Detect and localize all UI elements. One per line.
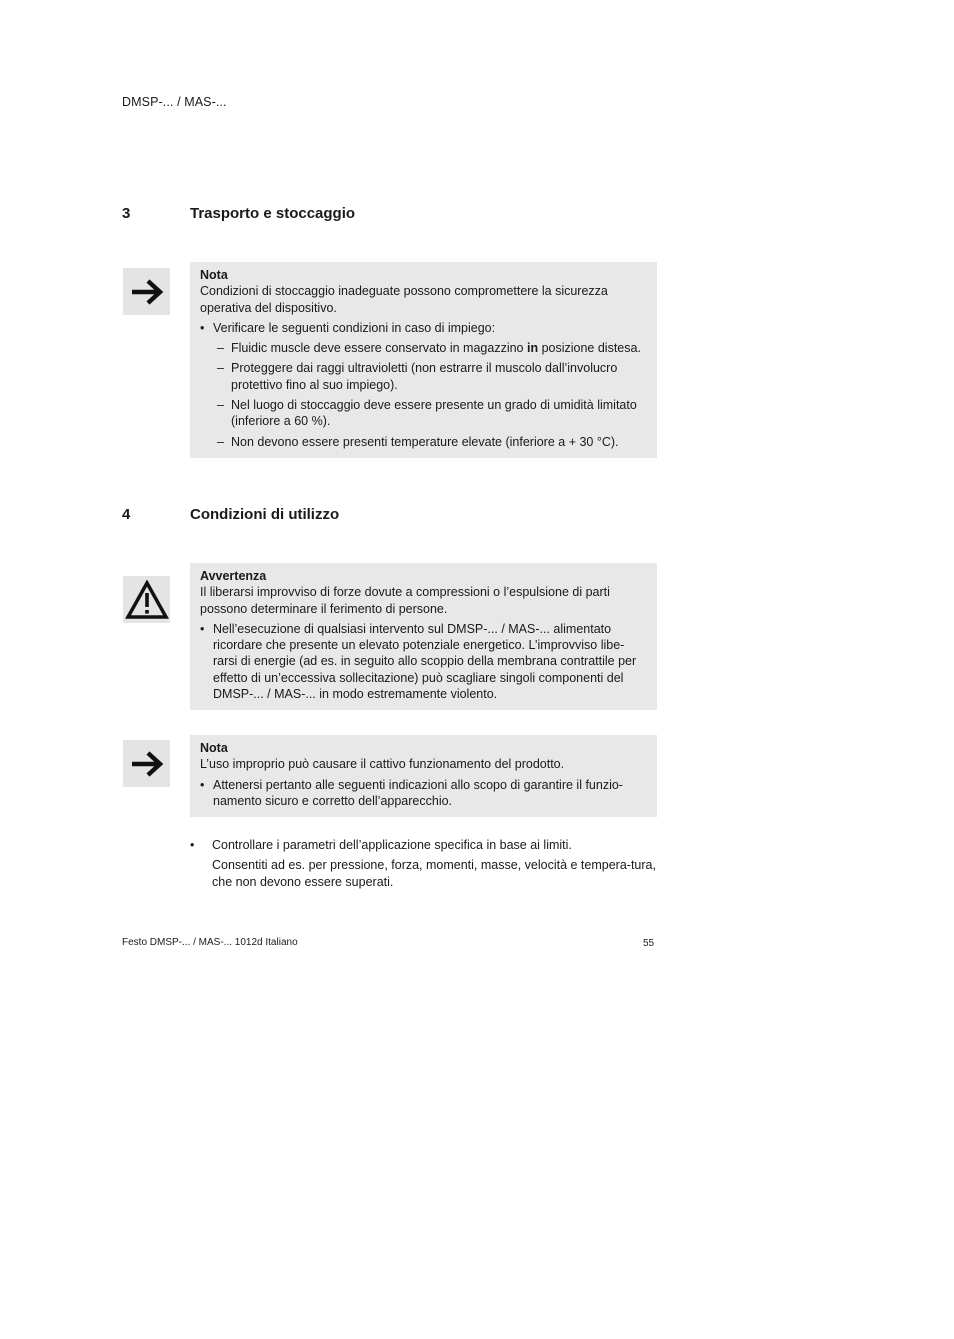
note2-text: L’uso improprio può causare il cattivo funzionamento del prodotto. — [200, 757, 565, 772]
warning-triangle-icon — [125, 580, 169, 620]
warning-text: Il liberarsi improvviso di forze dovute a compressioni o l’espulsione di parti possono determinare il ferimento di persone. — [200, 585, 610, 616]
note-dash-item: – Non devono essere presenti temperature elevate (inferiore a + 30 °C). — [217, 434, 619, 449]
footer-doc-info: Festo DMSP-... / MAS-... 1012d Italiano — [122, 937, 298, 948]
instruction-item: • Controllare i parametri dell’applicazione specifica in base ai limiti. Consentiti ad es. per pressione, forza, momenti, masse, velocità e tempera-tura, che non devono essere superati. — [190, 838, 656, 889]
section-4-number: 4 — [122, 506, 131, 523]
note-label: Nota — [200, 268, 228, 282]
section-3-title: Trasporto e stoccaggio — [190, 205, 356, 222]
arrow-right-icon — [129, 749, 165, 779]
note2-label: Nota — [200, 741, 228, 755]
warning-label: Avvertenza — [200, 569, 267, 583]
section-4-title: Condizioni di utilizzo — [190, 506, 340, 523]
warning-box — [190, 563, 657, 710]
page-number: 55 — [643, 938, 655, 949]
warning-bullet: • Nell’esecuzione di qualsiasi intervento sul DMSP-... / MAS-... alimentato ricordare che presente un elevato potenziale energetico. L’improvviso libe-rarsi di energie (ad es. in seguito allo scoppio della membrana contrattile per effetto di un’eccessiva sollecitazione) può scagliare singoli componenti del DMSP-... / MAS-... in modo estremamente violento. — [200, 621, 647, 702]
note-dash-item: – Nel luogo di stoccaggio deve essere presente un grado di umidità limitato (inferiore a 60 %). — [217, 398, 637, 429]
note-text: Condizioni di stoccaggio inadeguate possono compromettere la sicurezza operativa del dispositivo. — [200, 284, 608, 315]
instruction-bullet: Controllare i parametri dell’applicazione specifica in base ai limiti. — [212, 838, 572, 852]
document-header: DMSP-... / MAS-... — [122, 95, 227, 109]
note-dash-item: – Fluidic muscle deve essere conservato in magazzino in posizione distesa. — [217, 341, 641, 356]
warning-icon-box — [123, 576, 170, 623]
section-3-number: 3 — [122, 205, 131, 222]
note2-bullet: • Attenersi pertanto alle seguenti indicazioni allo scopo di garantire il funzio-namento sicuro e corretto dell’apparecchio. — [200, 777, 647, 810]
note-dash-item: – Proteggere dai raggi ultravioletti (non estrarre il muscolo dall’involucro protettivo fino al suo impiego). — [217, 361, 618, 392]
arrow-right-icon — [129, 277, 165, 307]
note-arrow-icon-box — [123, 268, 170, 315]
note-box-storage — [190, 262, 657, 458]
note2-arrow-icon-box — [123, 740, 170, 787]
note-bullet: • Verificare le seguenti condizioni in caso di impiego: — [200, 320, 647, 336]
instruction-sub: Consentiti ad es. per pressione, forza, momenti, masse, velocità e tempera-tura, che non devono essere superati. — [212, 858, 656, 889]
note-box-usage — [190, 735, 657, 817]
